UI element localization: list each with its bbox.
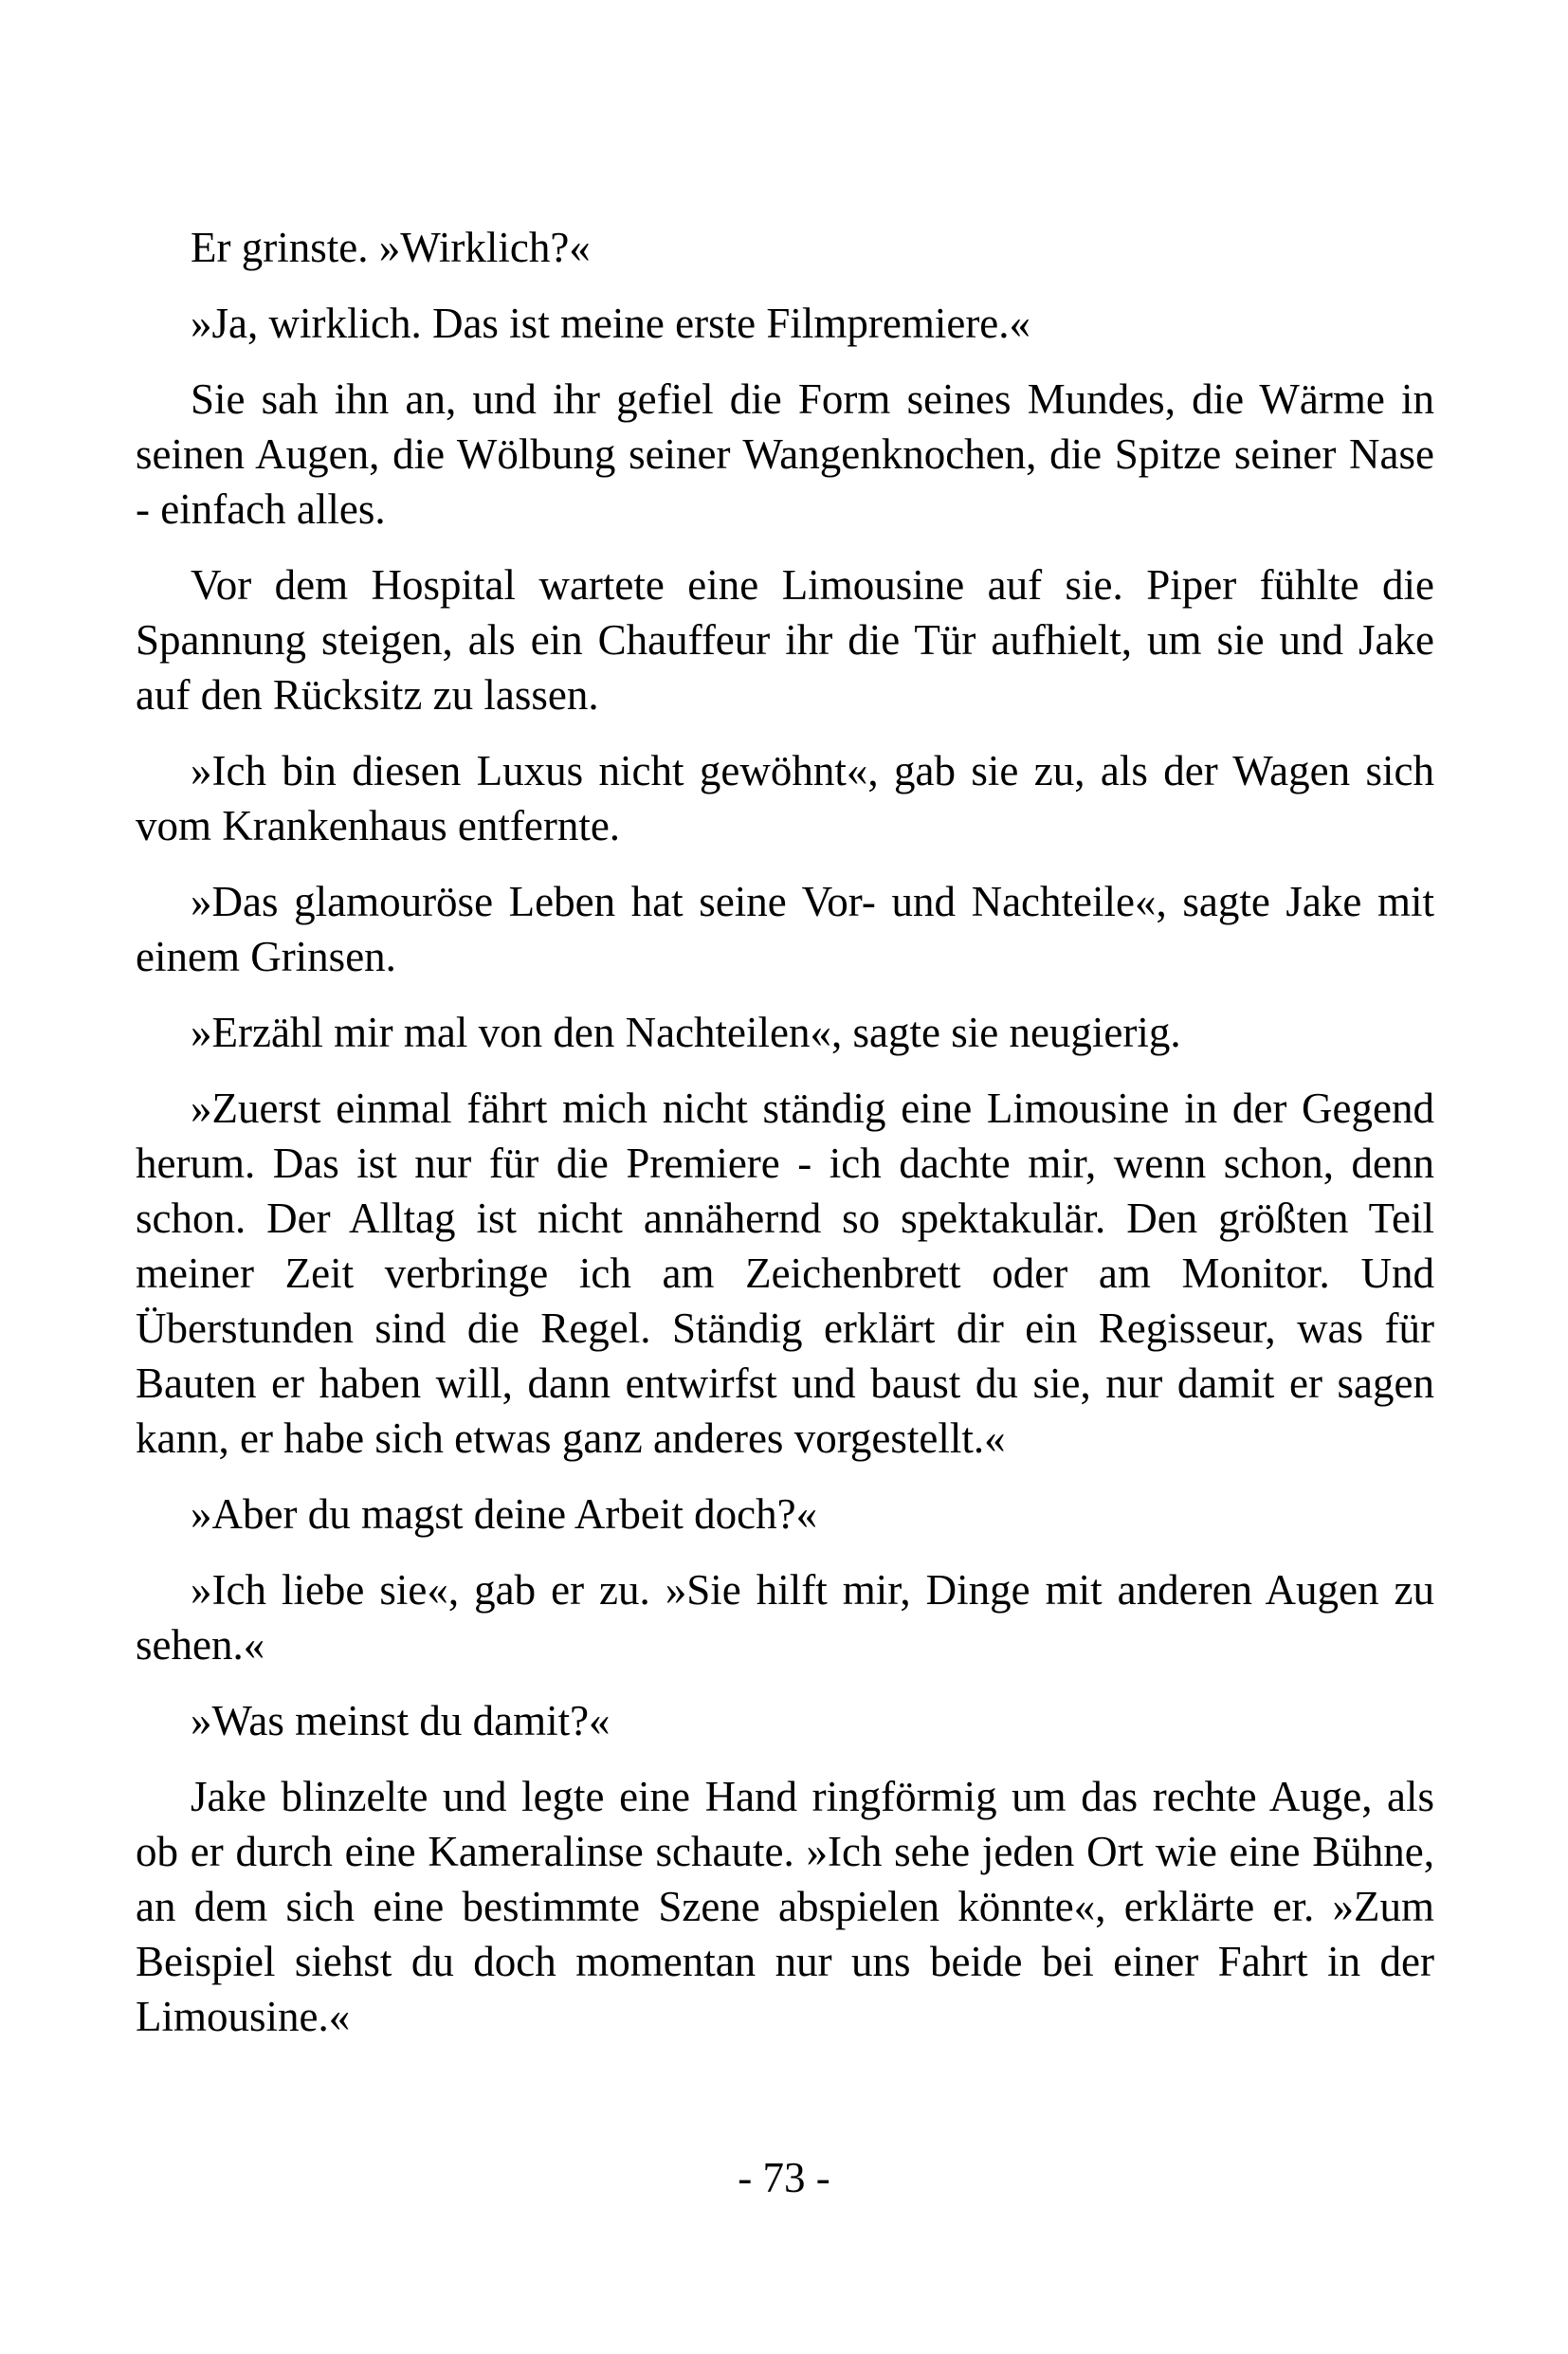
page-number: - 73 - <box>738 2154 830 2201</box>
paragraph: »Das glamouröse Leben hat seine Vor- und Nachteile«, sagte Jake mit einem Grinsen. <box>136 878 1434 980</box>
paragraph: »Was meinst du damit?« <box>191 1697 611 1744</box>
body-text <box>136 220 1434 2065</box>
paragraph: »Aber du magst deine Arbeit doch?« <box>191 1490 818 1538</box>
paragraph: Jake blinzelte und legte eine Hand ringförmig um das rechte Auge, als ob er durch eine Kameralinse schaute. »Ich sehe jeden Ort wie eine Bühne, an dem sich eine bestimmte Szene abspielen könnte«, erklärte er. »Zum Beispiel siehst du doch momentan nur uns beide bei einer Fahrt in der Limousine.« <box>136 1773 1434 2040</box>
paragraph: Er grinste. »Wirklich?« <box>191 224 591 271</box>
paragraph: »Ich liebe sie«, gab er zu. »Sie hilft mir, Dinge mit anderen Augen zu sehen.« <box>136 1566 1434 1669</box>
paragraph: »Erzähl mir mal von den Nachteilen«, sagte sie neugierig. <box>191 1009 1181 1056</box>
paragraph: Vor dem Hospital wartete eine Limousine auf sie. Piper fühlte die Spannung steigen, als ein Chauffeur ihr die Tür aufhielt, um sie und Jake auf den Rücksitz zu lassen. <box>136 561 1434 719</box>
paragraph: »Ich bin diesen Luxus nicht gewöhnt«, gab sie zu, als der Wagen sich vom Krankenhaus entfernte. <box>136 747 1434 849</box>
paragraph: »Zuerst einmal fährt mich nicht ständig eine Limousine in der Gegend herum. Das ist nur für die Premiere - ich dachte mir, wenn schon, denn schon. Der Alltag ist nicht annähernd so spektakulär. Den größten Teil meiner Zeit verbringe ich am Zeichenbrett oder am Monitor. Und Überstunden sind die Regel. Ständig erklärt dir ein Regisseur, was für Bauten er haben will, dann entwirfst und baust du sie, nur damit er sagen kann, er habe sich etwas ganz anderes vorgestellt.« <box>136 1085 1434 1462</box>
paragraph: »Ja, wirklich. Das ist meine erste Filmpremiere.« <box>191 300 1031 347</box>
paragraph: Sie sah ihn an, und ihr gefiel die Form seines Mundes, die Wärme in seinen Augen, die Wölbung seiner Wangenknochen, die Spitze seiner Nase - einfach alles. <box>136 375 1434 533</box>
